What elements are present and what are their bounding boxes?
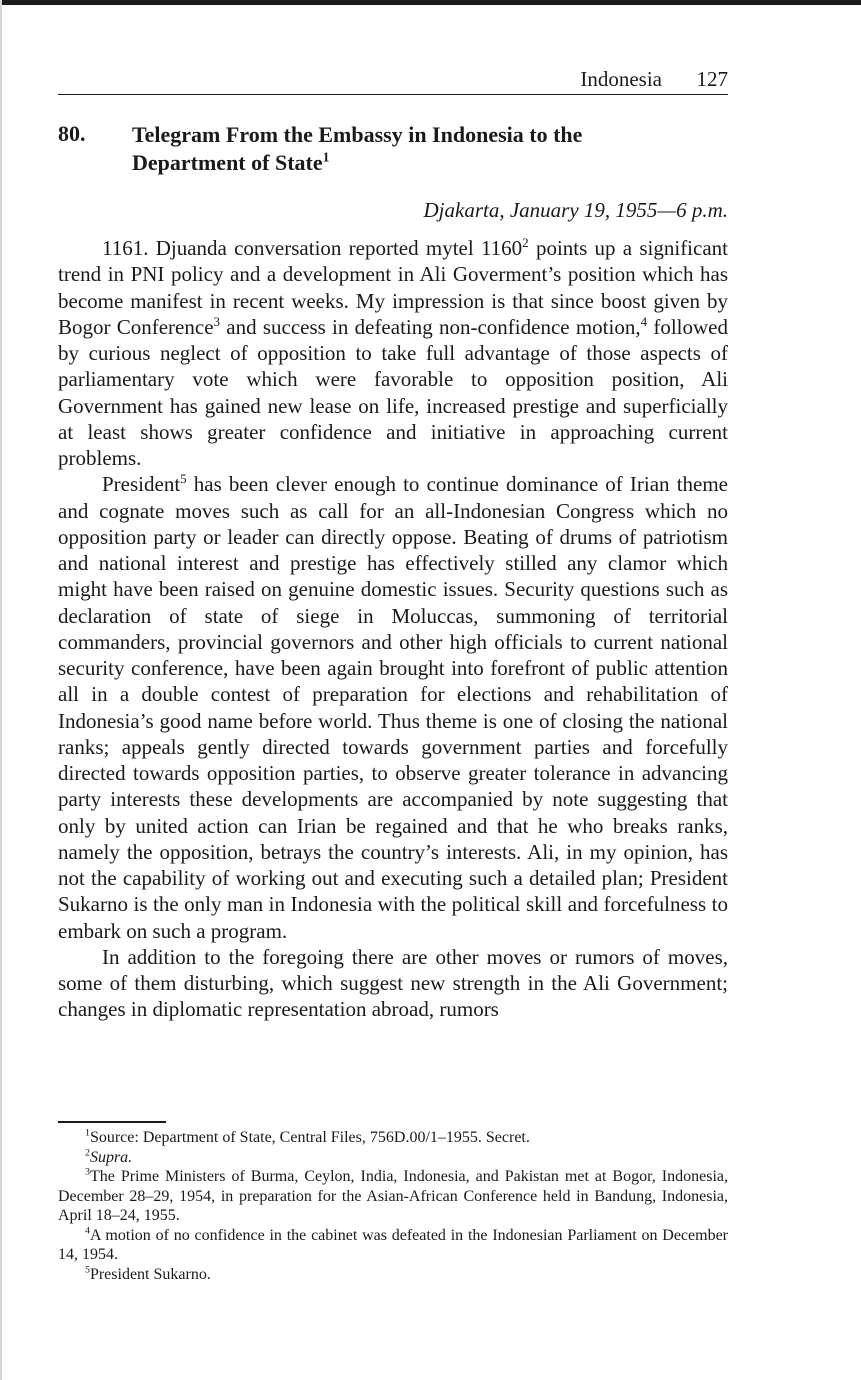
body-text-span: and success in defeating non-confidence motion, xyxy=(220,314,641,339)
page-number: 127 xyxy=(696,67,728,91)
footnote-2 xyxy=(58,1148,728,1168)
body-text-span: points up a significant trend in PNI policy and a development in Ali Goverment’s position which has become manifest in recent weeks. My impression is that since boost given by Bogor Conference xyxy=(58,236,728,339)
body-text-span: 1161. Djuanda conversation reported mytel 1160 xyxy=(102,236,523,260)
title-footnote-mark: 1 xyxy=(322,149,330,165)
document-title-text: Telegram From the Embassy in Indonesia to the Department of State xyxy=(132,122,583,175)
body-text-span: has been clever enough to continue dominance of Irian theme and cognate moves such as call for an all-Indonesian Congress which no opposition party or leader can directly oppose. Beating of drums of patriotism and national interest and prestige has effectively stilled any clamor which might have been raised on genuine domestic issues. Security questions such as declaration of state of siege in Moluccas, summoning of territorial commanders, provincial governors and other high officials to current national security conference, have been again brought into forefront of public attention all in a double contest of preparation for elections and rehabilitation of Indonesia’s good name before world. Thus theme is one of closing the national ranks; appeals gently directed towards government parties and forcefully directed towards opposition parties, to observe greater tolerance in advancing party interests these developments are accompanied by note suggesting that only by united action can Irian be regained and that he who breaks ranks, namely the opposition, betrays the country’s interests. Ali, in my opinion, has not the capability of working out and executing such a detailed plan; President Sukarno is the only man in Indonesia with the political skill and forcefulness to embark on such a program. xyxy=(58,472,728,943)
footnote-mark: 4 xyxy=(85,1225,90,1237)
body-paragraph-3: In addition to the foregoing there are other moves or rumors of moves, some of them disturbing, which suggest new strength in the Ali Government; changes in diplomatic representation abroad, rumors xyxy=(58,944,728,1022)
document-number: 80. xyxy=(58,121,86,146)
footnote-text: President Sukarno. xyxy=(89,1265,211,1283)
footnote-5 xyxy=(58,1265,728,1285)
footnote-ref: 4 xyxy=(640,313,648,329)
dateline: Djakarta, January 19, 1955—6 p.m. xyxy=(423,198,728,222)
footnote-mark: 2 xyxy=(85,1147,90,1159)
footnote-text: The Prime Ministers of Burma, Ceylon, India, Indonesia, and Pakistan met at Bogor, Indonesia, December 28–29, 1954, in preparation for the Asian-African Conference held in Bandung, Indonesia, April 18–24, 1955. xyxy=(58,1168,728,1224)
footnote-mark: 1 xyxy=(85,1127,90,1139)
footnote-ref: 5 xyxy=(180,471,187,487)
footnote-text: Source: Department of State, Central Files, 756D.00/1–1955. Secret. xyxy=(89,1129,530,1146)
running-head xyxy=(58,66,728,95)
footnote-ref: 2 xyxy=(522,235,529,250)
footnote-ref: 3 xyxy=(213,313,221,329)
footnote-3 xyxy=(58,1167,728,1226)
footnotes xyxy=(58,1128,728,1284)
footnote-1 xyxy=(58,1128,728,1148)
running-head-title: Indonesia xyxy=(580,67,662,91)
page-left-edge xyxy=(0,0,2,1380)
body-paragraph-2 xyxy=(58,471,728,944)
footnote-text: A motion of no confidence in the cabinet was defeated in the Indonesian Parliament on December 14, 1954. xyxy=(58,1226,728,1263)
footnote-mark: 5 xyxy=(85,1264,90,1276)
body-text-span: President xyxy=(102,472,181,497)
telegram-body xyxy=(58,235,728,1023)
footnote-text: Supra. xyxy=(89,1148,133,1166)
body-text-span: followed by curious neglect of opposition to take full advantage of those aspects of parliamentary vote which were favorable to opposition position, Ali Government has gained new lease on life, increased prestige and superficially at least shows greater confidence and initiative in approaching current problems. xyxy=(58,314,728,470)
footnote-4 xyxy=(58,1226,728,1265)
footnote-rule xyxy=(58,1121,166,1123)
footnote-mark: 3 xyxy=(85,1166,90,1178)
page-top-edge xyxy=(0,0,861,5)
body-paragraph-1 xyxy=(58,235,728,471)
document-title xyxy=(132,121,692,177)
